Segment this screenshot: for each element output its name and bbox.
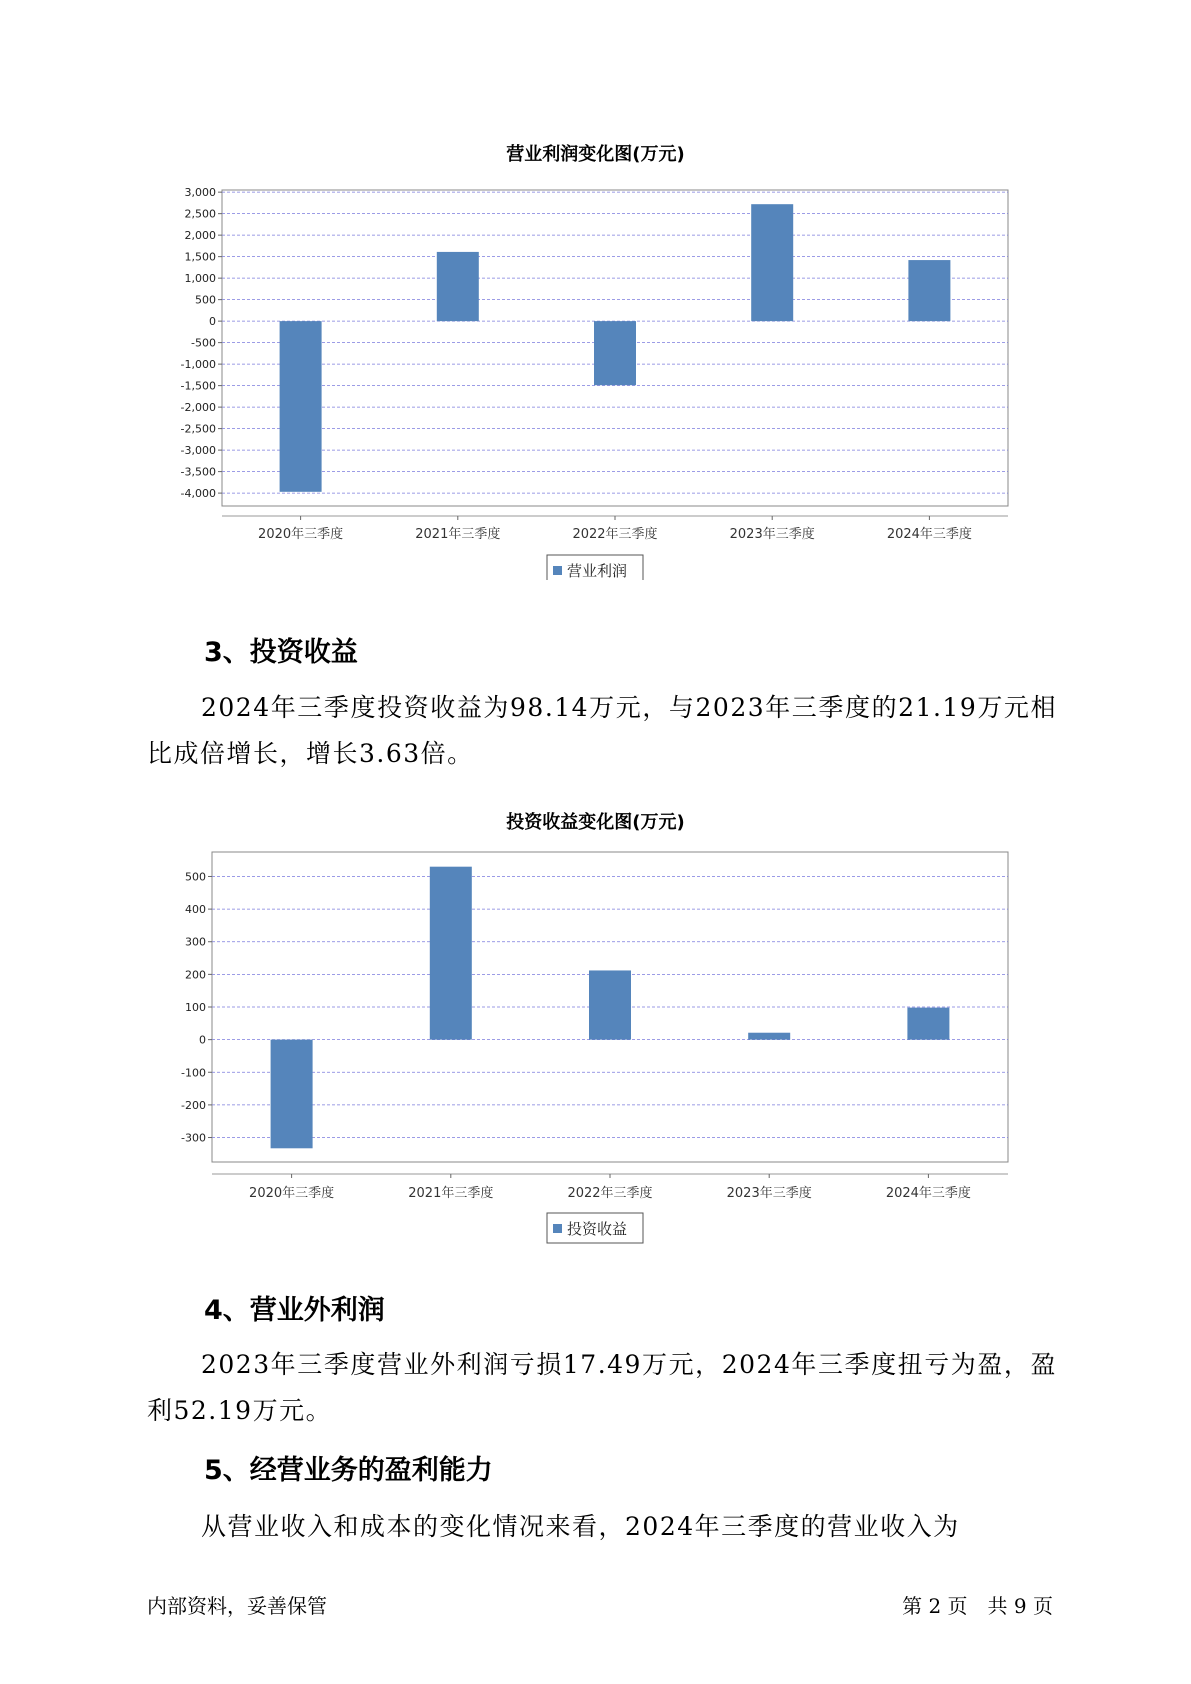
y-tick-label: -4,000 [180, 487, 216, 501]
section3-paragraph: 2024年三季度投资收益为98.14万元，与2023年三季度的21.19万元相比成倍增长，增长3.63倍。 [147, 693, 1057, 768]
x-tick-label: 2023年三季度 [726, 1186, 812, 1201]
investment-income-chart [0, 828, 1191, 1248]
x-tick-label: 2020年三季度 [249, 1186, 335, 1201]
section4-heading: 4、营业外利润 [204, 1295, 385, 1326]
bar [430, 867, 472, 1040]
y-tick-label: 0 [209, 315, 216, 329]
x-tick-label: 2024年三季度 [885, 1186, 971, 1201]
y-tick-label: -100 [181, 1066, 206, 1080]
bar [908, 260, 950, 321]
section4-paragraph: 2023年三季度营业外利润亏损17.49万元，2024年三季度扭亏为盈，盈利52.19万元。 [147, 1350, 1057, 1425]
y-tick-label: 100 [185, 1001, 206, 1014]
chart2-title: 投资收益变化图(万元) [506, 812, 685, 833]
section5-paragraph: 从营业收入和成本的变化情况来看，2024年三季度的营业收入为 [201, 1512, 960, 1541]
y-tick-label: 500 [185, 870, 206, 884]
chart1-title: 营业利润变化图(万元) [506, 144, 685, 165]
x-tick-label: 2021年三季度 [408, 1186, 494, 1201]
bar [748, 1033, 790, 1040]
bar [907, 1008, 949, 1040]
footer-confidential-note: 内部资料，妥善保管 [147, 1594, 327, 1618]
y-tick-label: -2,000 [180, 401, 216, 415]
y-tick-label: 2,500 [184, 207, 216, 221]
legend-swatch [553, 1224, 562, 1233]
operating-profit-chart [0, 160, 1191, 580]
y-tick-label: 0 [199, 1033, 206, 1047]
y-tick-label: -2,500 [180, 422, 216, 436]
y-tick-label: -3,500 [180, 465, 216, 479]
bar [751, 204, 793, 321]
x-tick-label: 2023年三季度 [729, 527, 815, 542]
y-tick-label: -200 [181, 1098, 206, 1112]
x-tick-label: 2022年三季度 [572, 527, 658, 542]
legend-swatch [553, 566, 562, 575]
y-tick-label: 1,000 [184, 272, 216, 286]
x-tick-label: 2020年三季度 [258, 527, 344, 542]
y-tick-label: -300 [181, 1131, 206, 1145]
x-tick-label: 2022年三季度 [567, 1186, 653, 1201]
y-tick-label: -500 [191, 336, 216, 350]
legend-label: 营业利润 [567, 562, 628, 580]
y-tick-label: 3,000 [184, 186, 216, 200]
y-tick-label: 2,000 [184, 229, 216, 243]
x-tick-label: 2021年三季度 [415, 527, 501, 542]
legend-label: 投资收益 [567, 1220, 628, 1238]
bar [589, 970, 631, 1039]
bar [271, 1040, 313, 1149]
y-tick-label: 1,500 [184, 250, 216, 264]
x-tick-label: 2024年三季度 [886, 527, 972, 542]
bar [437, 252, 479, 321]
y-tick-label: -3,000 [180, 444, 216, 458]
y-tick-label: 500 [195, 293, 216, 307]
bar [280, 321, 322, 492]
section3-heading: 3、投资收益 [204, 637, 358, 668]
bar [594, 321, 636, 385]
y-tick-label: 400 [185, 903, 206, 917]
y-tick-label: 200 [185, 968, 206, 982]
y-tick-label: -1,000 [180, 358, 216, 372]
footer-page-number: 第 2 页 共 9 页 [902, 1594, 1053, 1618]
section5-heading: 5、经营业务的盈利能力 [204, 1455, 493, 1486]
y-tick-label: 300 [185, 935, 206, 949]
y-tick-label: -1,500 [180, 379, 216, 393]
